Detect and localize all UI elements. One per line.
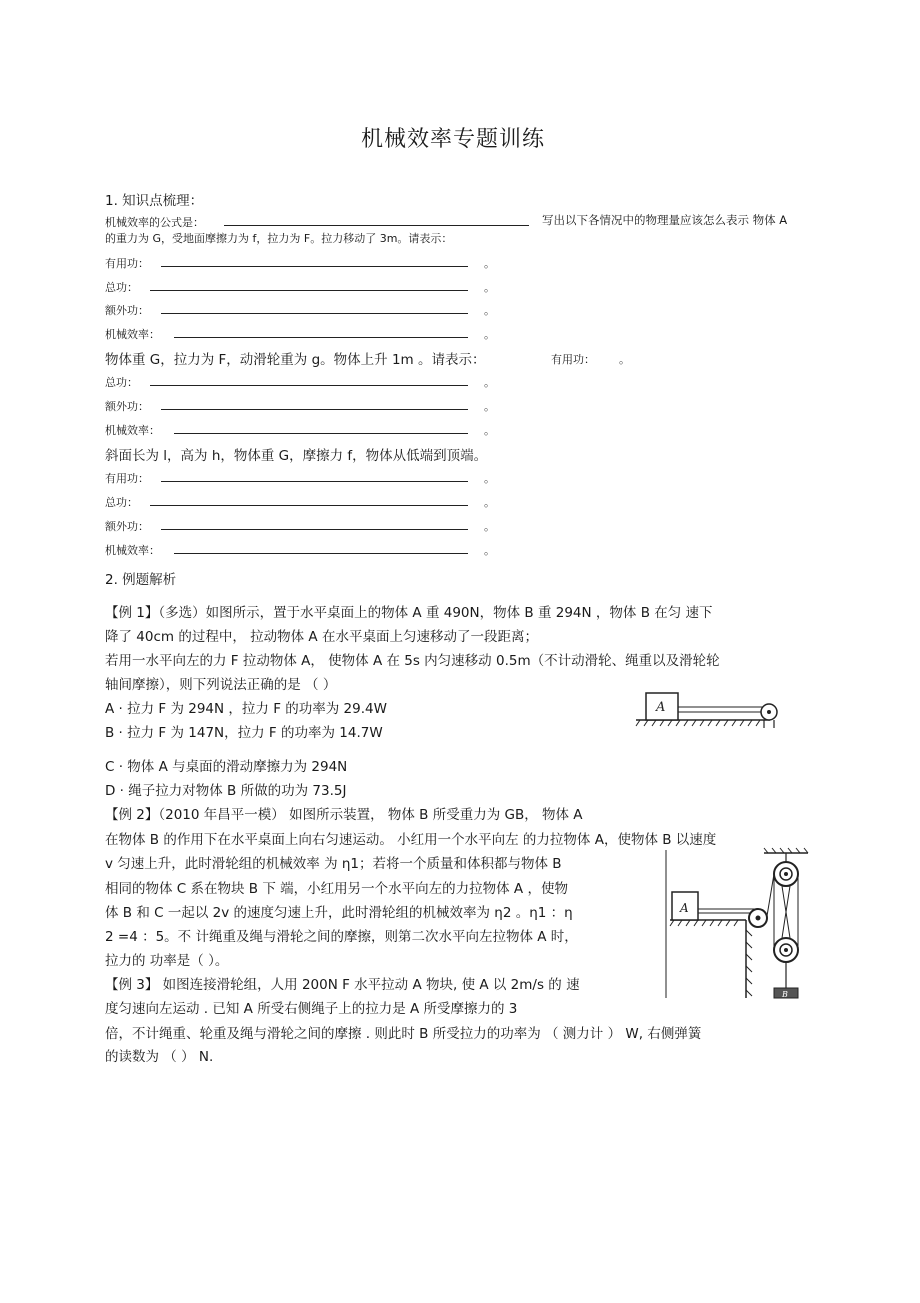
case2-efficiency-label: 机械效率： — [105, 424, 160, 437]
section1-heading: 1. 知识点梳理： — [105, 193, 204, 209]
ex1-line4: 轴间摩擦），则下列说法正确的是 （ ） — [105, 677, 337, 693]
ex2-line6: 2 =4 ：5。不 计绳重及绳与滑轮之间的摩擦，则第二次水平向左拉物体 A 时， — [105, 929, 578, 945]
period: 。 — [484, 424, 495, 437]
case2-extra-blank[interactable] — [161, 409, 468, 410]
case3-extra-blank[interactable] — [161, 529, 468, 530]
ex3-line3: 倍，不计绳重、轮重及绳与滑轮之间的摩擦 . 则此时 B 所受拉力的功率为 （ 测力计 ） W, 右侧弹簧 — [105, 1026, 702, 1042]
case2-extra-label: 额外功： — [105, 400, 149, 413]
case1-total-blank[interactable] — [150, 290, 468, 291]
case3-efficiency-label: 机械效率： — [105, 544, 160, 557]
page-title: 机械效率专题训练 — [361, 127, 546, 152]
block-b-label: B — [782, 990, 788, 999]
case1-efficiency-label: 机械效率： — [105, 328, 160, 341]
ex2-line4: 相同的物体 C 系在物块 B 下 端，小红用另一个水平向左的力拉物体 A ，使物 — [105, 881, 568, 897]
ex2-line1: 【例 2】（2010 年昌平一模） 如图所示装置， 物体 B 所受重力为 GB， 物体 A — [105, 807, 583, 823]
case2-efficiency-blank[interactable] — [174, 433, 468, 434]
case1-extra-blank[interactable] — [161, 313, 468, 314]
ex3-line4: 的读数为 （ ） N. — [105, 1049, 214, 1065]
formula-label: 机械效率的公式是： — [105, 216, 204, 229]
intro-line2: 的重力为 G，受地面摩擦力为 f，拉力为 F。拉力移动了 3m。请表示： — [105, 232, 453, 245]
case2-text: 物体重 G，拉力为 F，动滑轮重为 g。物体上升 1m 。请表示： — [105, 352, 486, 368]
period: 。 — [484, 472, 495, 485]
period: 。 — [484, 496, 495, 509]
ex1-figure — [632, 686, 784, 736]
case3-extra-label: 额外功： — [105, 520, 149, 533]
block-a-label: A — [680, 901, 689, 915]
case3-text: 斜面长为 l，高为 h，物体重 G，摩擦力 f，物体从低端到顶端。 — [105, 448, 488, 464]
case2-useful-label: 有用功： — [551, 353, 595, 366]
intro-tail: 写出以下各情况中的物理量应该怎么表示 物体 A — [542, 213, 788, 227]
case3-useful-label: 有用功： — [105, 472, 149, 485]
ex1-option-c: C · 物体 A 与桌面的滑动摩擦力为 294N — [105, 759, 348, 775]
block-a-label: A — [656, 700, 666, 715]
ex1-option-d: D · 绳子拉力对物体 B 所做的功为 73.5J — [105, 783, 347, 799]
case3-total-label: 总功： — [105, 496, 138, 509]
case1-useful-label: 有用功： — [105, 257, 149, 270]
ex2-line7: 拉力的 功率是（ ）。 — [105, 953, 229, 969]
case1-useful-blank[interactable] — [161, 266, 468, 267]
ex1-option-b: B · 拉力 F 为 147N，拉力 F 的功率为 14.7W — [105, 725, 383, 741]
case1-efficiency-blank[interactable] — [174, 337, 468, 338]
period: 。 — [484, 328, 495, 341]
period: 。 — [484, 376, 495, 389]
ex3-line1: 【例 3】 如图连接滑轮组，人用 200N F 水平拉动 A 物块, 使 A 以 2m/s 的 速 — [105, 977, 580, 993]
period: 。 — [484, 281, 495, 294]
ex2-line5: 体 B 和 C 一起以 2v 的速度匀速上升，此时滑轮组的机械效率为 η2 。η1 ：η — [105, 905, 573, 921]
case2-total-blank[interactable] — [150, 385, 468, 386]
period: 。 — [484, 257, 495, 270]
period: 。 — [484, 520, 495, 533]
period: 。 — [484, 544, 495, 557]
case3-efficiency-blank[interactable] — [174, 553, 468, 554]
section2-heading: 2. 例题解析 — [105, 572, 177, 588]
case1-extra-label: 额外功： — [105, 304, 149, 317]
period: 。 — [484, 400, 495, 413]
case1-total-label: 总功： — [105, 281, 138, 294]
ex1-option-a: A · 拉力 F 为 294N ，拉力 F 的功率为 29.4W — [105, 701, 387, 717]
ex2-line3: v 匀速上升，此时滑轮组的机械效率 为 η1；若将一个质量和体积都与物体 B — [105, 856, 562, 872]
period: 。 — [619, 353, 630, 366]
case3-total-blank[interactable] — [150, 505, 468, 506]
ex1-line1: 【例 1】（多选）如图所示，置于水平桌面上的物体 A 重 490N，物体 B 重 294N ，物体 B 在匀 速下 — [105, 605, 713, 621]
formula-blank[interactable] — [224, 225, 529, 226]
ex3-line2: 度匀速向左运动 . 已知 A 所受右侧绳子上的拉力是 A 所受摩擦力的 3 — [105, 1001, 518, 1017]
case3-useful-blank[interactable] — [161, 481, 468, 482]
ex1-line2: 降了 40cm 的过程中， 拉动物体 A 在水平桌面上匀速移动了一段距离； — [105, 629, 538, 645]
ex2-figure — [658, 850, 820, 1000]
period: 。 — [484, 304, 495, 317]
case2-total-label: 总功： — [105, 376, 138, 389]
ex2-line2: 在物体 B 的作用下在水平桌面上向右匀速运动。 小红用一个水平向左 的力拉物体 A，使物体 B 以速度 — [105, 832, 717, 848]
ex1-line3: 若用一水平向左的力 F 拉动物体 A， 使物体 A 在 5s 内匀速移动 0.5m（不计动滑轮、绳重以及滑轮轮 — [105, 653, 720, 669]
